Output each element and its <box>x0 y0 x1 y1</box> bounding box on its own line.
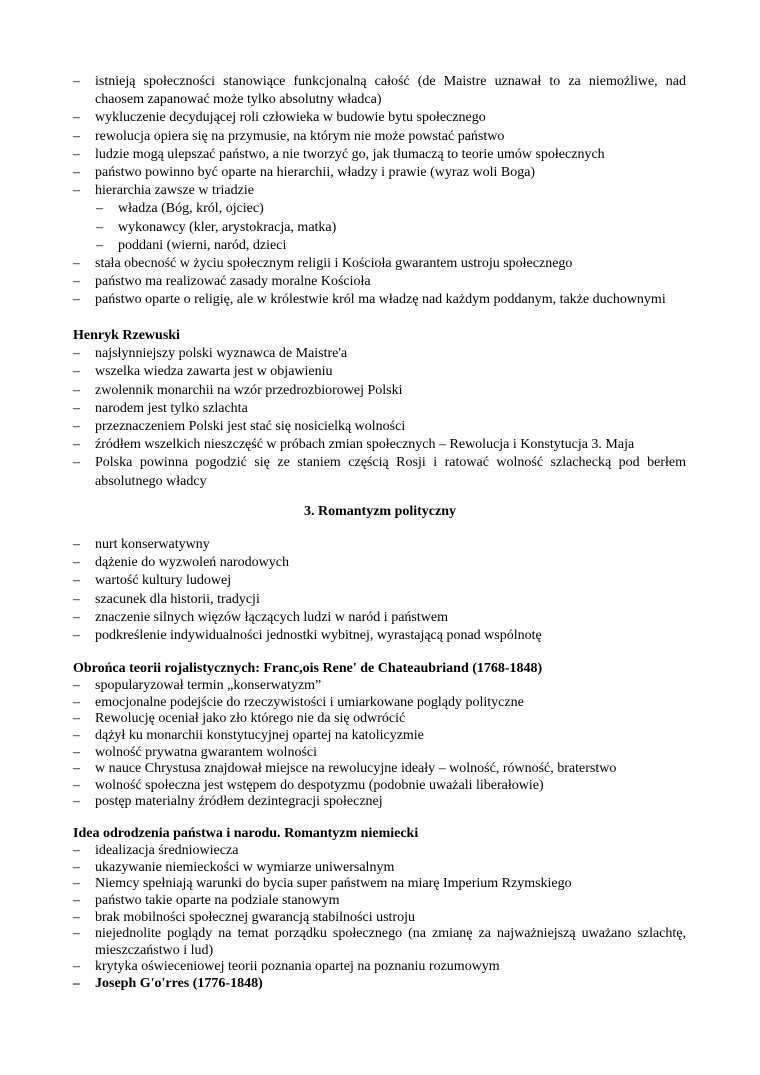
sublist-item: – wykonawcy (kler, arystokracja, matka) <box>96 219 337 235</box>
section-maistre-continued <box>0 73 686 310</box>
list-item: – państwo takie oparte na podziale stanowym <box>73 892 340 908</box>
list-item: – wykluczenie decydującej roli człowieka w budowie bytu społecznego <box>73 110 486 126</box>
list-item: – podkreślenie indywidualności jednostki wybitnej, wyrastającą ponad wspólnotę <box>73 628 542 644</box>
list-item: – znaczenie silnych więzów łączących ludzi w naród i państwem <box>73 609 448 625</box>
list-item: – państwo ma realizować zasady moralne Kościoła <box>73 274 371 290</box>
chateaubriand-list <box>0 678 686 811</box>
list-item: – krytyka oświeceniowej teorii poznania opartej na poznaniu rozumowym <box>73 959 500 975</box>
list-item: – stała obecność w życiu społecznym religii i Kościoła gwarantem ustroju społecznego <box>73 256 573 272</box>
section-romantyzm-niemiecki <box>0 825 686 993</box>
list-item: – państwo oparte o religię, ale w królestwie król ma władzę nad każdym poddanym, także duchownymi <box>73 292 666 308</box>
rzewuski-list <box>0 345 686 491</box>
list-item: – państwo powinno być oparte na hierarchii, władzy i prawie (wyraz woli Boga) <box>73 165 536 181</box>
list-item: – Niemcy spełniają warunki do bycia super państwem na miarę Imperium Rzymskiego <box>73 876 572 892</box>
section-heading: Henryk Rzewuski <box>73 328 180 343</box>
maistre-list <box>0 73 686 200</box>
list-item: – zwolennik monarchii na wzór przedrozbiorowej Polski <box>73 382 403 398</box>
list-item: – wartość kultury ludowej <box>73 573 232 589</box>
section-heading: Idea odrodzenia państwa i narodu. Romantyzm niemiecki <box>73 826 419 841</box>
list-item: – narodem jest tylko szlachta <box>73 400 248 416</box>
list-item: – przeznaczeniem Polski jest stać się nosicielką wolności <box>73 419 406 435</box>
list-item: – nurt konserwatywny <box>73 537 210 552</box>
list-item: – niejednolite poglądy na temat porządku społecznego (na zmianę za najważniejszą uważano szlachtę, mieszczaństwo i lud) <box>73 926 686 958</box>
list-item: – ukazywanie niemieckości w wymiarze uniwersalnym <box>73 859 395 875</box>
list-item: – istnieją społeczności stanowiące funkcjonalną całość (de Maistre uznawał to za niemożliwe, nad chaosem zapanować może tylko absolutny władca) <box>73 74 686 108</box>
sublist-item: – władza (Bóg, król, ojciec) <box>96 201 264 217</box>
list-item: – najsłynniejszy polski wyznawca de Maistre'a <box>73 346 348 362</box>
list-item: – dążenie do wyzwoleń narodowych <box>73 555 289 571</box>
list-item: – szacunek dla historii, tradycji <box>73 591 260 607</box>
list-item: – wolność społeczna jest wstępem do despotyzmu (podobnie uważali liberałowie) <box>73 777 544 793</box>
list-item: – hierarchia zawsze w triadzie <box>73 183 254 199</box>
list-item: – spopularyzował termin „konserwatyzm” <box>73 678 322 694</box>
list-item: – rewolucja opiera się na przymusie, na którym nie może powstać państwo <box>73 128 505 144</box>
list-item: – wolność prywatna gwarantem wolności <box>73 744 317 760</box>
list-item: – dążył ku monarchii konstytucyjnej opartej na katolicyzmie <box>73 727 424 743</box>
triad-sublist <box>0 200 686 255</box>
list-item: – Polska powinna pogodzić się ze staniem częścią Rosji i ratować wolność szlachecką pod berłem absolutnego władcy <box>73 455 686 489</box>
romantyzm-list <box>0 536 686 645</box>
list-item: – postęp materialny źródłem dezintegracji społecznej <box>73 794 383 810</box>
list-item: – źródłem wszelkich nieszczęść w próbach zmian społecznych – Rewolucja i Konstytucja 3. Maja <box>73 437 635 453</box>
list-item: – wszelka wiedza zawarta jest w objawieniu <box>73 364 333 380</box>
list-item: – brak mobilności społecznej gwarancją stabilności ustroju <box>73 909 415 925</box>
list-item: – w nauce Chrystusa znajdował miejsce na rewolucyjne ideały – wolność, równość, braterstwo <box>73 761 617 777</box>
chapter-heading: 3. Romantyzm polityczny <box>303 504 457 519</box>
list-item: – Rewolucję oceniał jako zło którego nie da się odwrócić <box>73 711 406 727</box>
section-heading: Obrońca teorii rojalistycznych: Franc,ois Rene' de Chateaubriand (1768-1848) <box>73 661 543 676</box>
section-romantyzm <box>0 536 686 645</box>
list-item: – idealizacja średniowiecza <box>73 843 239 859</box>
niemiecki-list <box>0 843 686 992</box>
maistre-list-after <box>0 255 686 310</box>
section-chateaubriand <box>0 660 686 811</box>
list-item: – ludzie mogą ulepszać państwo, a nie tworzyć go, jak tłumaczą to teorie umów społecznych <box>73 146 605 162</box>
sublist-item: – poddani (wierni, naród, dzieci <box>96 237 287 253</box>
section-rzewuski <box>0 327 686 491</box>
list-item-bold: – Joseph G'o'rres (1776-1848) <box>73 975 263 991</box>
list-item: – emocjonalne podejście do rzeczywistości i umiarkowane poglądy polityczne <box>73 694 524 710</box>
